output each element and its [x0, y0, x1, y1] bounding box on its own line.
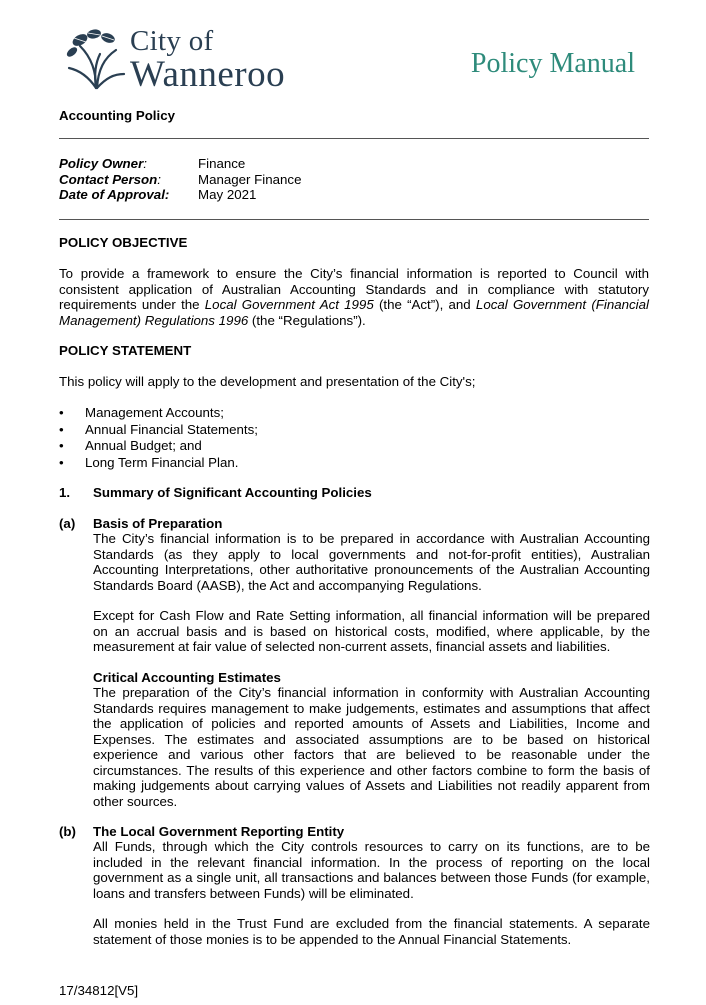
- objective-heading: POLICY OBJECTIVE: [59, 235, 188, 250]
- critical-estimates-heading: Critical Accounting Estimates: [93, 670, 281, 685]
- bullet-icon: •: [59, 454, 64, 470]
- owner-colon: :: [143, 156, 147, 171]
- bullet-text: Annual Financial Statements;: [85, 421, 258, 437]
- logo-wanneroo-text: Wanneroo: [130, 54, 286, 95]
- act-name: Local Government Act 1995: [204, 297, 374, 312]
- objective-text-a: To provide a framework to ensure the City’s financial information is reported to Council with consistent application of Australian Accounting Standards and in compliance with statutory requirements under the: [59, 266, 649, 312]
- banksia-plant-icon: [66, 24, 128, 90]
- sub-a-paragraph-2: Except for Cash Flow and Rate Setting information, all financial information will be prepared on an accrual basis and is based on historical costs, modified, where applicable, by the measurement at fair value of selected non-current assets, financial assets and liabilities.: [93, 608, 650, 654]
- contact-value: Manager Finance: [198, 171, 302, 187]
- sub-a-paragraph-3: The preparation of the City’s financial information in conformity with Australian Accounting Standards requires management to make judgements, estimates and assumptions that affect the application of policies and reported amounts of Assets and Liabilities, Income and Expenses. The estimates and associated assumptions are to be based on historical experience and various other factors that are believed to be reasonable under the circumstances. The results of this experience and other factors combine to form the basis of making judgements about carrying values of Assets and Liabilities not readily apparent from other sources.: [93, 685, 650, 809]
- bullet-icon: •: [59, 405, 64, 420]
- bullet-text: Long Term Financial Plan.: [85, 454, 239, 470]
- objective-text-b: (the “Act”), and: [373, 297, 476, 312]
- objective-paragraph: [59, 266, 649, 328]
- divider-top: [59, 138, 649, 139]
- contact-label: Contact Person: [59, 171, 158, 187]
- date-value: May 2021: [198, 187, 257, 202]
- sub-b-paragraph-1: All Funds, through which the City controls resources to carry on its functions, are to be included in the relevant financial information. In the process of reporting on the local government as a single unit, all transactions and balances between those Funds (for example, loans and transfers between Funds) will be eliminated.: [93, 839, 650, 901]
- list-item: [59, 405, 258, 422]
- meta-row-contact: [59, 172, 301, 188]
- list-item: [59, 455, 258, 472]
- sub-b-heading: The Local Government Reporting Entity: [93, 824, 345, 839]
- section-1-heading: [59, 485, 372, 501]
- bullet-icon: •: [59, 421, 64, 437]
- objective-text-c: (the “Regulations”).: [248, 312, 366, 328]
- list-item: [59, 422, 258, 439]
- bullet-list: [59, 405, 258, 471]
- regulations-name: Local Government (Financial Management) Regulations 1996: [59, 297, 649, 328]
- sub-a-label: (a): [59, 516, 76, 531]
- policy-meta: [59, 156, 301, 203]
- date-label: Date of Approval:: [59, 187, 170, 202]
- document-title: Accounting Policy: [59, 108, 175, 123]
- policy-manual-title: Policy Manual: [470, 48, 635, 79]
- statement-intro: This policy will apply to the development and presentation of the City's;: [59, 374, 476, 389]
- owner-label: Policy Owner: [59, 156, 144, 171]
- divider-meta: [59, 219, 649, 220]
- list-item: [59, 438, 258, 455]
- meta-row-owner: [59, 156, 301, 172]
- logo-city-text: City of: [130, 25, 214, 57]
- statement-heading: POLICY STATEMENT: [59, 343, 192, 358]
- bullet-icon: •: [59, 438, 64, 453]
- document-reference: 17/34812[V5]: [59, 983, 139, 998]
- section-number: 1.: [59, 485, 71, 500]
- sub-a-heading: Basis of Preparation: [93, 516, 223, 531]
- bullet-text: Annual Budget; and: [85, 438, 202, 453]
- sub-b-paragraph-2: All monies held in the Trust Fund are excluded from the financial statements. A separate statement of those monies is to be appended to the Annual Financial Statements.: [93, 916, 650, 947]
- meta-row-date: [59, 187, 301, 203]
- city-of-wanneroo-logo: [66, 24, 306, 94]
- owner-value: Finance: [198, 156, 246, 171]
- sub-a-paragraph-1: The City’s financial information is to be prepared in accordance with Australian Accounting Standards (as they apply to local governments and not-for-profit entities), Australian Accounting Interpretations, other authoritative pronouncements of the Australian Accounting Standards Board (AASB), the Act and accompanying Regulations.: [93, 531, 650, 593]
- sub-b-label: (b): [59, 824, 76, 839]
- section-title: Summary of Significant Accounting Policies: [93, 485, 372, 500]
- contact-colon: :: [157, 171, 161, 187]
- bullet-text: Management Accounts;: [85, 405, 224, 420]
